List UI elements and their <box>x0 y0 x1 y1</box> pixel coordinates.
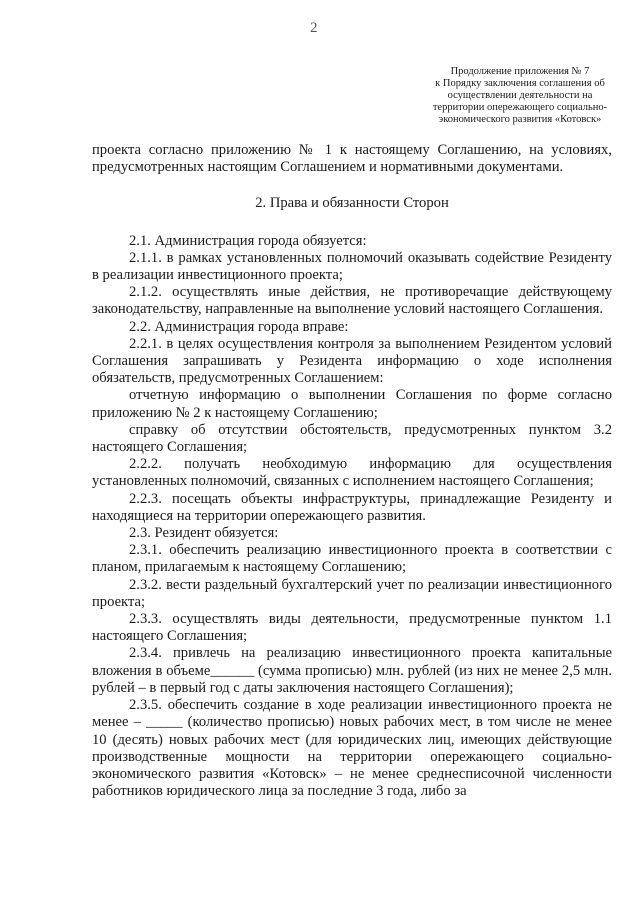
header-note-line: осуществлении деятельности на <box>447 90 593 101</box>
header-note-line: экономического развития «Котовск» <box>438 114 602 125</box>
document-body <box>92 142 612 800</box>
clause-2-3-1: 2.3.1. обеспечить реализацию инвестиционного проекта в соответствии с планом, прилагаемым к настоящему Соглашению; <box>92 542 612 576</box>
clause-2-1-2: 2.1.2. осуществлять иные действия, не противоречащие действующему законодательству, направленные на выполнение условий настоящего Соглашения. <box>92 284 612 318</box>
clause-2-1-1: 2.1.1. в рамках установленных полномочий оказывать содействие Резиденту в реализации инвестиционного проекта; <box>92 249 612 284</box>
clause-2-2-3: 2.2.3. посещать объекты инфраструктуры, принадлежащие Резиденту и находящиеся на территории опережающего развития. <box>92 490 612 524</box>
clause-2-2: 2.2. Администрация города вправе: <box>129 318 349 335</box>
clause-2-2-1-item: отчетную информацию о выполнении Соглашения по форме согласно приложению № 2 к настоящему Соглашению; <box>92 387 612 421</box>
header-note-line: к Порядку заключения соглашения об <box>435 78 605 89</box>
header-note-line: Продолжение приложения № 7 <box>450 66 590 77</box>
clause-2-2-2: 2.2.2. получать необходимую информацию для осуществления установленных полномочий, связанных с исполнением настоящего Соглашения; <box>92 456 612 490</box>
clause-2-3-3: 2.3.3. осуществлять виды деятельности, предусмотренные пунктом 1.1 настоящего Соглашения; <box>92 611 612 645</box>
section-title: 2. Права и обязанности Сторон <box>255 195 449 212</box>
header-note-line: территории опережающего социально- <box>432 102 608 113</box>
clause-2-3-2: 2.3.2. вести раздельный бухгалтерский учет по реализации инвестиционного проекта; <box>92 576 612 610</box>
clause-2-2-1-item: справку об отсутствии обстоятельств, предусмотренных пунктом 3.2 настоящего Соглашения; <box>92 421 612 456</box>
header-note <box>420 66 620 126</box>
clause-2-3-5: 2.3.5. обеспечить создание в ходе реализации инвестиционного проекта не менее – _____ (количество прописью) новых рабочих мест, в том числе не менее 10 (десять) новых рабочих мест (для юридических лиц, имеющих действующие производственные мощности на территории опережающего социально-экономического развития «Котовск» – не менее среднесписочной численности работников юридического лица за последние 3 года, либо за <box>92 697 612 800</box>
clause-2-3-4: 2.3.4. привлечь на реализацию инвестиционного проекта капитальные вложения в объеме______ (сумма прописью) млн. рублей (из них не менее 2,5 млн. рублей – в первый год с даты заключения настоящего Соглашения); <box>92 645 612 696</box>
paragraph-continuation: проекта согласно приложению № 1 к настоящему Соглашению, на условиях, предусмотренных настоящим Соглашением и нормативными документами. <box>92 142 612 176</box>
clause-2-1: 2.1. Администрация города обязуется: <box>129 232 367 249</box>
page-number: 2 <box>310 20 318 36</box>
clause-2-2-1: 2.2.1. в целях осуществления контроля за выполнением Резидентом условий Соглашения запрашивать у Резидента информацию о ходе исполнения обязательств, предусмотренных Соглашением: <box>92 335 612 387</box>
clause-2-3: 2.3. Резидент обязуется: <box>129 525 279 542</box>
